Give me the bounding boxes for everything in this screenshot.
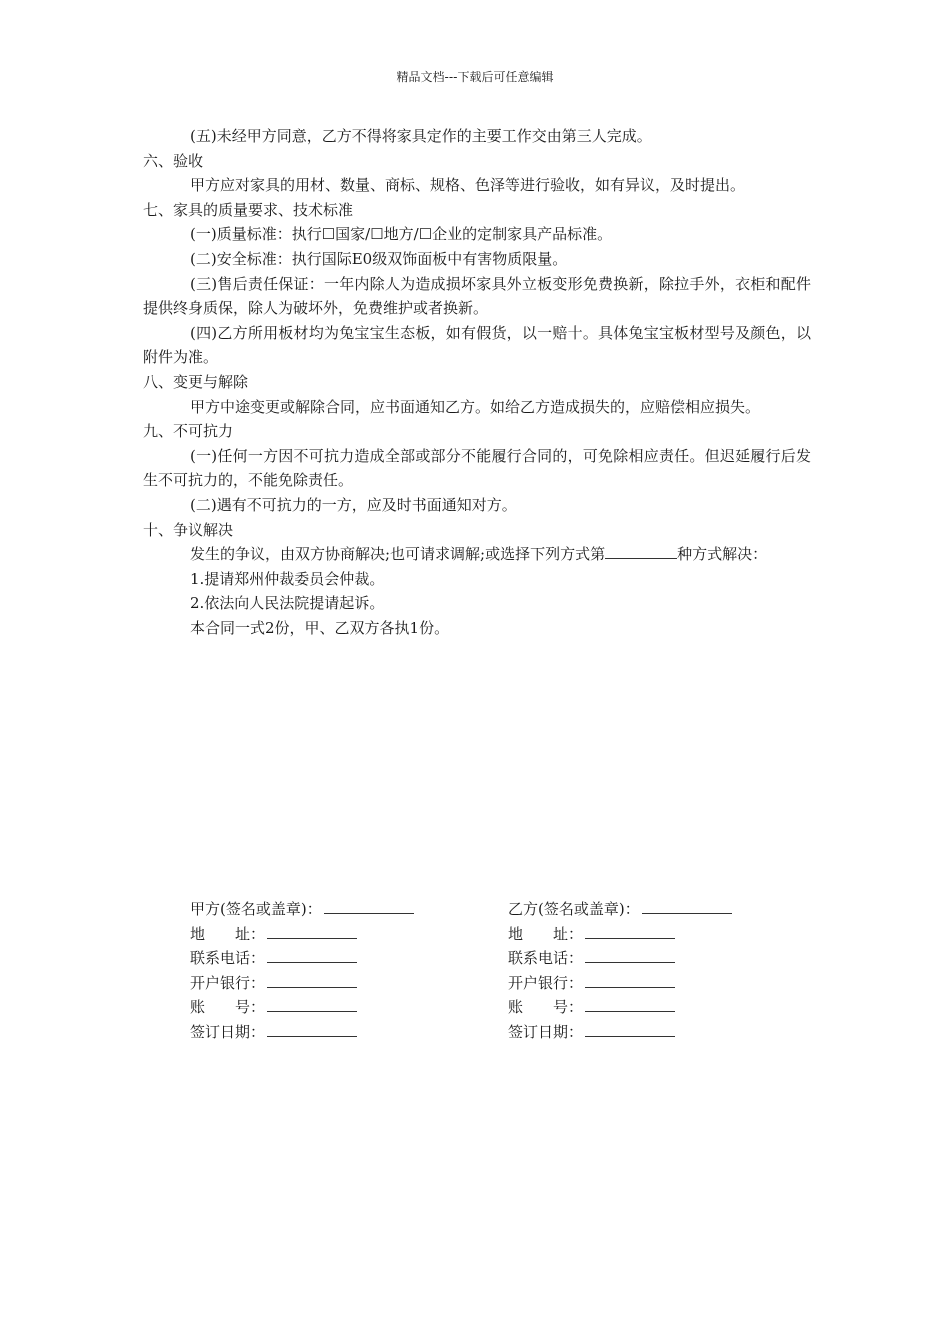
party-b-date-label: 签订日期：: [508, 1022, 584, 1041]
party-b-name-label: 乙方(签名或盖章)：: [508, 900, 640, 918]
party-a-date-label: 签订日期：: [190, 1022, 266, 1041]
dispute-option-blank: [605, 544, 677, 559]
party-b-signature-block: [508, 897, 732, 1045]
clause-force-majeure-1: (一)任何一方因不可抗力造成全部或部分不能履行合同的，可免除相应责任。但迟延履行后发生不可抗力的，不能免除责任。: [143, 446, 811, 490]
party-b-name-blank: [642, 899, 732, 914]
party-a-date-blank: [267, 1022, 357, 1037]
section-heading-quality: 七、家具的质量要求、技术标准: [143, 200, 354, 219]
clause-copies: 本合同一式2份，甲、乙双方各执1份。: [190, 618, 450, 637]
clause-board-material: (四)乙方所用板材均为兔宝宝生态板，如有假货，以一赔十。具体兔宝宝板材型号及颜色，以附件为准。: [143, 323, 811, 367]
party-a-signature-block: [190, 897, 414, 1045]
party-a-date-row: [190, 1020, 414, 1045]
party-a-address-label: 地 址：: [190, 924, 266, 943]
party-a-address-blank: [267, 924, 357, 939]
clause-force-majeure-2: (二)遇有不可抗力的一方，应及时书面通知对方。: [190, 495, 517, 514]
party-b-account-blank: [585, 997, 675, 1012]
party-a-account-label: 账 号：: [190, 998, 266, 1017]
party-b-address-label: 地 址：: [508, 924, 584, 943]
party-b-bank-label: 开户银行：: [508, 973, 584, 992]
clause-dispute-text-before: 发生的争议，由双方协商解决;也可请求调解;或选择下列方式第: [190, 545, 606, 564]
clause-safety-standard: (二)安全标准：执行国际E0级双饰面板中有害物质限量。: [190, 249, 568, 268]
party-a-account-row: [190, 995, 414, 1020]
party-a-phone-row: [190, 946, 414, 971]
party-b-phone-label: 联系电话：: [508, 949, 584, 968]
dispute-option-2: 2.依法向人民法院提请起诉。: [190, 594, 385, 613]
party-b-phone-blank: [585, 948, 675, 963]
party-b-address-blank: [585, 924, 675, 939]
contract-body: [143, 124, 811, 640]
clause-quality-standard: (一)质量标准：执行☐国家/☐地方/☐企业的定制家具产品标准。: [190, 225, 613, 244]
party-b-account-row: [508, 995, 732, 1020]
party-a-bank-label: 开户银行：: [190, 973, 266, 992]
party-a-bank-row: [190, 971, 414, 996]
party-b-address-row: [508, 922, 732, 947]
clause-after-sales: (三)售后责任保证：一年内除人为造成损坏家具外立板变形免费换新，除拉手外，衣柜和配件提供终身质保，除人为破坏外，免费维护或者换新。: [143, 274, 811, 318]
party-b-name-row: [508, 897, 732, 922]
party-a-name-row: [190, 897, 414, 922]
party-a-bank-blank: [267, 973, 357, 988]
section-heading-dispute: 十、争议解决: [143, 520, 234, 539]
clause-dispute: [143, 542, 811, 567]
dispute-option-1: 1.提请郑州仲裁委员会仲裁。: [190, 569, 385, 588]
section-heading-change: 八、变更与解除: [143, 372, 249, 391]
page-header: 精品文档---下载后可任意编辑: [396, 70, 554, 84]
section-heading-acceptance: 六、验收: [143, 151, 204, 170]
party-b-phone-row: [508, 946, 732, 971]
party-b-date-blank: [585, 1022, 675, 1037]
party-a-phone-blank: [267, 948, 357, 963]
clause-acceptance: 甲方应对家具的用材、数量、商标、规格、色泽等进行验收，如有异议，及时提出。: [190, 176, 746, 195]
party-b-bank-row: [508, 971, 732, 996]
party-b-date-row: [508, 1020, 732, 1045]
clause-5-5: (五)未经甲方同意，乙方不得将家具定作的主要工作交由第三人完成。: [190, 127, 652, 145]
party-a-phone-label: 联系电话：: [190, 949, 266, 968]
section-heading-force-majeure: 九、不可抗力: [143, 422, 234, 441]
party-b-account-label: 账 号：: [508, 998, 584, 1017]
party-b-bank-blank: [585, 973, 675, 988]
party-a-name-label: 甲方(签名或盖章)：: [190, 900, 322, 918]
party-a-name-blank: [324, 899, 414, 914]
party-a-account-blank: [267, 997, 357, 1012]
clause-change: 甲方中途变更或解除合同，应书面通知乙方。如给乙方造成损失的，应赔偿相应损失。: [190, 397, 761, 416]
party-a-address-row: [190, 922, 414, 947]
clause-dispute-text-after: 种方式解决：: [677, 545, 768, 564]
